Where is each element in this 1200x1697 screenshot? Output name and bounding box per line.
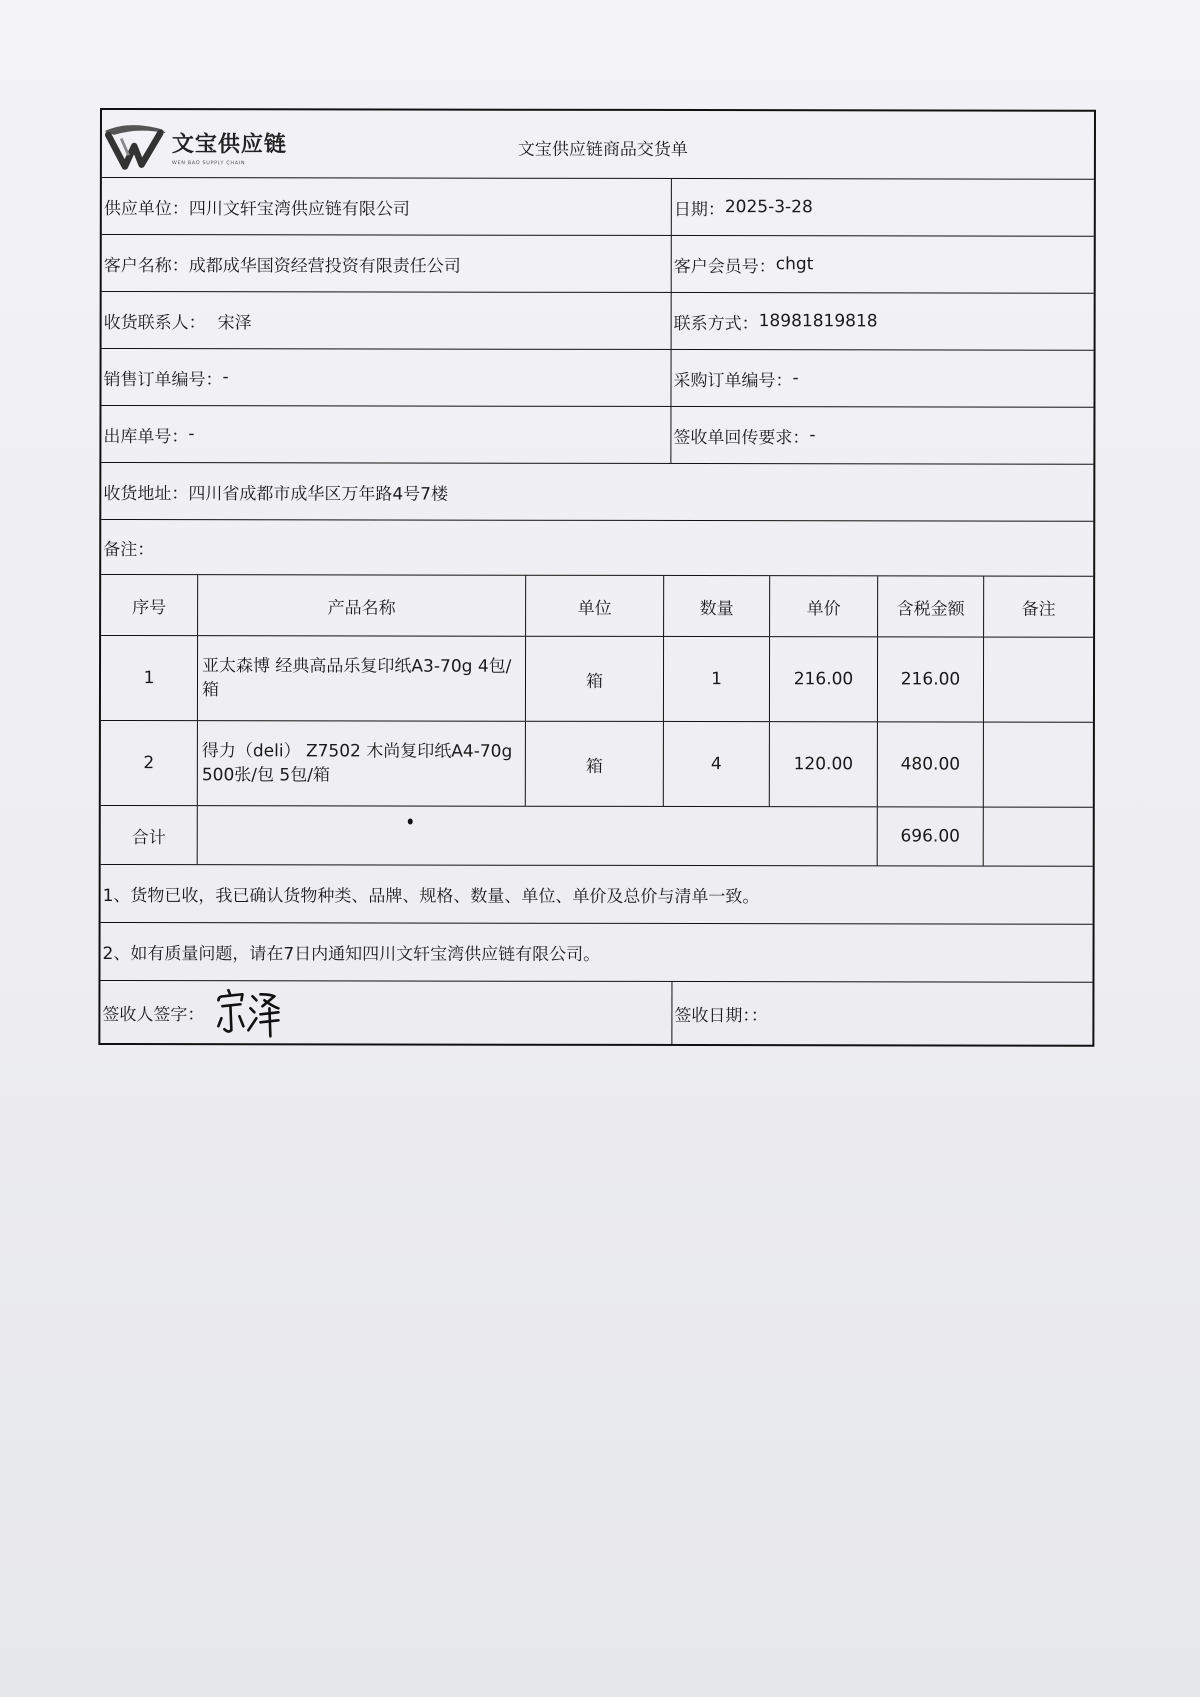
sales-order-cell <box>101 349 671 406</box>
row-name: 得力（deli） Z7502 木尚复印纸A4-70g 500张/包 5包/箱 <box>198 721 526 806</box>
row-no: 1 <box>101 636 198 720</box>
row-unit: 箱 <box>526 722 664 806</box>
signer-cell <box>100 981 672 1044</box>
remark-row <box>101 520 1093 577</box>
address-value: 四川省成都市成华区万年路4号7楼 <box>188 483 448 505</box>
ink-dot <box>408 819 413 825</box>
row-name: 亚太森博 经典高品乐复印纸A3-70g 4包/箱 <box>198 636 526 721</box>
total-label: 合计 <box>101 806 198 864</box>
signer-label: 签收人签字： <box>102 1004 205 1025</box>
remark-label: 备注： <box>103 539 155 560</box>
address-cell <box>101 463 1093 521</box>
purchase-order-cell <box>671 350 1093 407</box>
row-price: 216.00 <box>770 637 878 721</box>
receipt-return-value: - <box>809 425 816 446</box>
purchase-order-value: - <box>792 368 799 389</box>
row-no: 2 <box>101 721 198 805</box>
receipt-return-label: 签收单回传要求： <box>673 427 810 448</box>
customer-row <box>102 235 1094 294</box>
member-cell <box>672 236 1094 293</box>
brand-name: 文宝供应链 <box>171 131 287 157</box>
header-remark: 备注 <box>1021 599 1056 620</box>
total-amount: 696.00 <box>878 807 984 865</box>
sign-date-label: 签收日期：： <box>674 1005 768 1026</box>
date-value: 2025-3-28 <box>724 197 813 218</box>
customer-cell <box>102 235 672 292</box>
order-row <box>101 349 1093 408</box>
member-value: chgt <box>775 254 814 275</box>
sales-order-label: 销售订单编号： <box>103 369 223 390</box>
phone-value: 18981819818 <box>758 311 878 332</box>
items-table-header <box>101 575 1093 638</box>
handwritten-signature <box>214 986 284 1038</box>
purchase-order-label: 采购订单编号： <box>673 370 793 391</box>
supplier-row <box>102 178 1094 237</box>
header-price: 单价 <box>770 576 878 636</box>
sign-row <box>100 981 1092 1045</box>
delivery-form <box>98 108 1096 1047</box>
row-remark <box>984 723 1093 807</box>
contact-value: 宋泽 <box>217 312 252 333</box>
remark-cell <box>101 520 1093 576</box>
note-row-1 <box>101 865 1093 925</box>
table-row <box>101 636 1093 723</box>
total-remark <box>984 808 1093 866</box>
phone-label: 联系方式： <box>673 313 759 334</box>
supplier-value: 四川文轩宝湾供应链有限公司 <box>188 198 410 220</box>
customer-label: 客户名称： <box>103 255 189 276</box>
address-row <box>101 463 1093 522</box>
row-remark <box>984 638 1093 722</box>
table-row <box>101 721 1093 808</box>
row-amount: 480.00 <box>878 722 984 806</box>
brand-subtitle: WEN BAO SUPPLY CHAIN <box>171 159 246 166</box>
receipt-return-cell <box>671 407 1093 464</box>
outbound-value: - <box>188 424 195 445</box>
member-label: 客户会员号： <box>673 256 776 277</box>
total-blank <box>198 806 878 865</box>
row-unit: 箱 <box>526 637 664 721</box>
contact-label: 收货联系人： <box>103 312 206 333</box>
date-label: 日期： <box>673 199 725 220</box>
row-amount: 216.00 <box>878 637 984 721</box>
contact-cell <box>102 292 672 349</box>
header-unit: 单位 <box>526 576 664 636</box>
note-1: 1、货物已收，我已确认货物种类、品牌、规格、数量、单位、单价及总价与清单一致。 <box>102 886 760 908</box>
form-title: 文宝供应链商品交货单 <box>517 139 688 161</box>
total-row <box>101 806 1093 867</box>
row-qty: 4 <box>664 722 770 806</box>
contact-row <box>102 292 1094 351</box>
sign-date-cell <box>672 982 1092 1045</box>
header-amount: 含税金额 <box>878 576 984 636</box>
note-2: 2、如有质量问题，请在7日内通知四川文轩宝湾供应链有限公司。 <box>102 944 601 965</box>
phone-cell <box>672 293 1094 350</box>
address-label: 收货地址： <box>103 483 189 504</box>
row-price: 120.00 <box>770 722 878 806</box>
supplier-label: 供应单位： <box>103 198 189 219</box>
outbound-row <box>101 406 1093 465</box>
outbound-label: 出库单号： <box>103 426 189 447</box>
supplier-cell <box>102 178 672 235</box>
header-qty: 数量 <box>664 576 770 636</box>
header-name: 产品名称 <box>198 575 526 636</box>
row-qty: 1 <box>664 637 770 721</box>
date-cell <box>672 179 1094 236</box>
customer-value: 成都成华国资经营投资有限责任公司 <box>188 255 461 277</box>
sales-order-value: - <box>222 367 229 388</box>
header-no: 序号 <box>101 575 198 635</box>
form-header <box>102 110 1094 180</box>
outbound-cell <box>101 406 671 463</box>
note-row-2 <box>100 923 1092 983</box>
